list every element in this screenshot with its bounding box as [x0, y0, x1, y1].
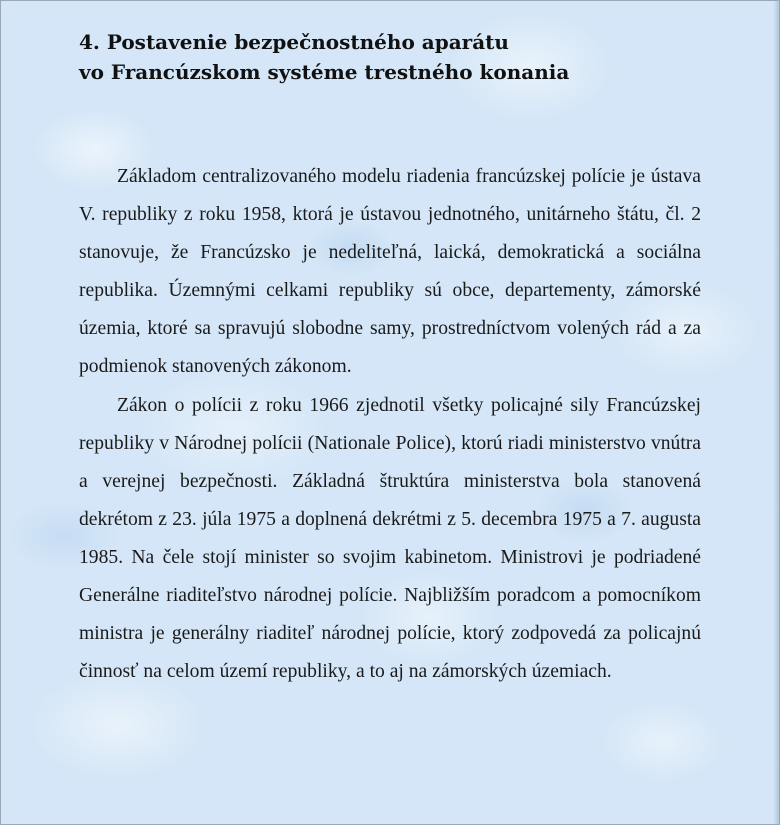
section-title	[79, 27, 739, 87]
section-title-line-2: vo Francúzskom systéme trestného konania	[79, 60, 570, 84]
page-edge-shadow	[773, 1, 779, 824]
body-text	[79, 158, 701, 691]
paragraph-2: Zákon o polícii z roku 1966 zjednotil všetky policajné sily Francúzskej republiky v Národnej polícii (Nationale Police), ktorú riadi ministerstvo vnútra a verejnej bezpečnosti. Základná štruktúra ministerstva bola stanovená dekrétom z 23. júla 1975 a doplnená dekrétmi z 5. decembra 1975 a 7. augusta 1985. Na čele stojí minister so svojim kabinetom. Ministrovi je podriadené Generálne riaditeľstvo národnej polície. Najbližším poradcom a pomocníkom ministra je generálny riaditeľ národnej polície, ktorý zodpovedá za policajnú činnosť na celom území republiky, a to aj na zámorských územiach.	[79, 394, 701, 683]
paragraph-1: Základom centralizovaného modelu riadenia francúzskej polície je ústava V. republiky z roku 1958, ktorá je ústavou jednotného, unitárneho štátu, čl. 2 stanovuje, že Francúzsko je nedeliteľná, laická, demokratická a sociálna republika. Územnými celkami republiky sú obce, departementy, zámorské územia, ktoré sa spravujú slobodne samy, prostredníctvom volených rád a za podmienok stanovených zákonom.	[79, 166, 701, 378]
section-title-line-1: 4. Postavenie bezpečnostného aparátu	[79, 30, 509, 54]
